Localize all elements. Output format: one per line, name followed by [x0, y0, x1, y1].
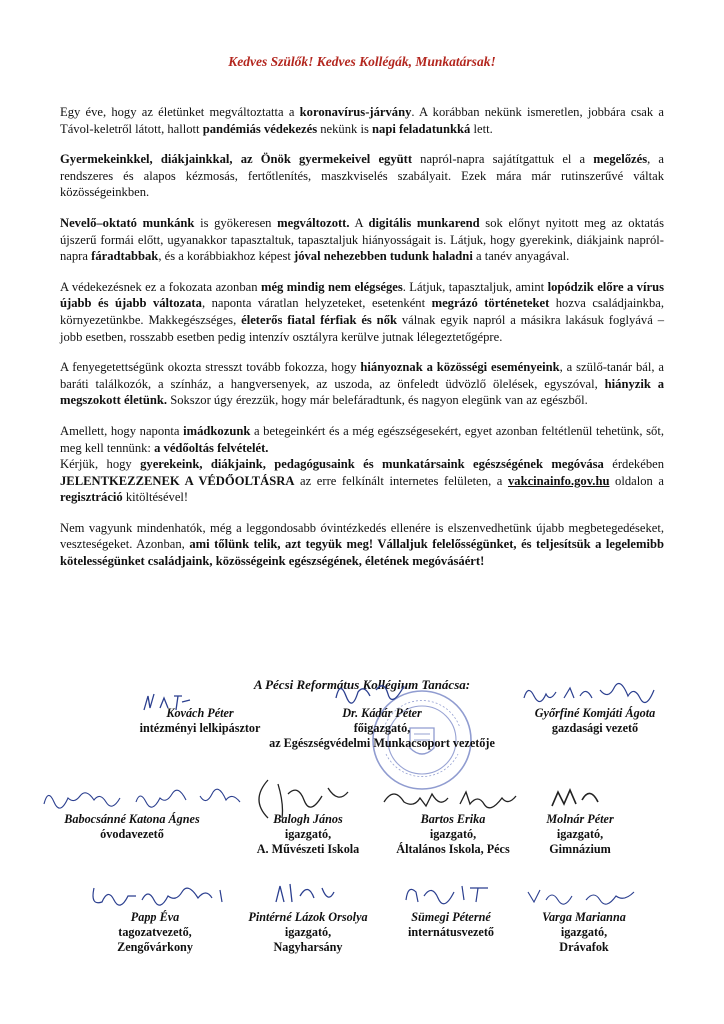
- signatory-role: Drávafok: [559, 940, 609, 954]
- signatory-name: Győrfiné Komjáti Ágota: [534, 706, 656, 720]
- emphasis-text: jóval nehezebben tudunk haladni: [294, 249, 473, 264]
- letter-paragraph: [60, 279, 664, 345]
- signatory-kadar: [222, 706, 542, 751]
- council-heading: A Pécsi Református Kollégium Tanácsa:: [253, 677, 471, 692]
- paragraph-text: Sokszor úgy érezzük, hogy már belefáradtunk, és nagyon elegünk van az egészből.: [167, 393, 588, 408]
- signatory-role: igazgató,: [284, 827, 332, 841]
- signature-sumegi: [400, 878, 500, 908]
- signatory-role: óvodavezető: [100, 827, 164, 841]
- signatory-pinterne: [228, 910, 388, 955]
- letter-paragraph: [60, 104, 664, 137]
- signatory-name: Molnár Péter: [546, 812, 614, 826]
- paragraph-text: A fenyegetettségünk okozta stresszt tovább fokozza, hogy: [60, 360, 361, 375]
- letter-body: [60, 104, 664, 584]
- emphasis-text: digitális munkarend: [368, 215, 480, 230]
- emphasis-text: megrázó történeteket: [431, 296, 550, 311]
- paragraph-text: válnak egyik napról a másikra lakásuk foglyává – jobb esetben, rosszabb esetben pedig intenzív osztályra kerülve jutnak lélegeztetőgépre.: [60, 312, 664, 344]
- paragraph-text: . Látjuk, tapasztaljuk, amint: [402, 279, 548, 294]
- emphasis-text: életerős fiatal férfiak és nők: [241, 312, 397, 327]
- signatory-role: Általános Iskola, Pécs: [396, 842, 510, 856]
- paragraph-text: érdekében: [603, 457, 665, 472]
- signature-gyorfine: [520, 680, 660, 708]
- signatory-name: Pintérné Lázok Orsolya: [248, 910, 368, 924]
- signature-bartos: [380, 784, 520, 814]
- signatory-name: Kovách Péter: [166, 706, 234, 720]
- paragraph-text: Egy éve, hogy az életünket megváltoztatta a: [60, 105, 300, 119]
- emphasis-text: napi feladatunkká: [372, 121, 471, 136]
- signatory-role: gazdasági vezető: [551, 721, 639, 735]
- paragraph-text: , a szülő-tanár bál, a baráti találkozók, a színház, a hangversenyek, az uszoda, az önfeledt üdvözlő ölelések, egyszóval,: [60, 360, 665, 391]
- letter-paragraph: [60, 151, 664, 201]
- paragraph-text: A: [349, 215, 369, 230]
- paragraph-text: a tanév anyagával.: [472, 249, 570, 264]
- paragraph-text: . A korábban nekünk ismeretlen, jobbára csak a Távol-keletről látott, hallott: [60, 105, 664, 136]
- emphasis-text: imádkozunk: [183, 423, 251, 438]
- emphasis-text: ami tőlünk telik, azt tegyük meg! Vállaljuk felelősségünket, és teljesítsük a legelemibb kötelességünket családjaink, közösségeink egészségének, életének megóvásáért!: [60, 537, 664, 569]
- signature-pinterne: [270, 878, 340, 908]
- emphasis-text: megváltozott.: [277, 215, 350, 230]
- signatory-sumegi: [388, 910, 514, 940]
- signatory-bartos: [378, 812, 528, 857]
- emphasis-text: Nevelő–oktató munkánk: [60, 215, 195, 230]
- emphasis-text: regisztráció: [60, 490, 123, 505]
- paragraph-text: lett.: [470, 121, 493, 136]
- letter-paragraph: [60, 215, 664, 265]
- emphasis-text: hiányoznak a közösségi eseményeink: [360, 360, 560, 375]
- signatory-role: igazgató,: [429, 827, 477, 841]
- letter-paragraph: [60, 456, 664, 506]
- paragraph-text: A védekezésnek ez a fokozata azonban: [60, 279, 261, 294]
- signatory-role: Gimnázium: [549, 842, 611, 856]
- emphasis-text: gyerekeink, diákjaink, pedagógusaink és munkatársaink egészségének megóvása: [140, 457, 604, 472]
- signatory-name: Balogh János: [273, 812, 343, 826]
- signatory-role: internátusvezető: [408, 925, 494, 939]
- signatory-babocsanne: [32, 812, 232, 842]
- emphasis-text: Gyermekeinkkel, diákjainkkal, az Önök gyermekeivel együtt: [60, 152, 413, 167]
- emphasis-text: hiányzik a megszokott életünk.: [60, 376, 665, 408]
- paragraph-text: Amellett, hogy naponta: [60, 423, 184, 438]
- signatory-role: intézményi lelkipásztor: [139, 721, 261, 735]
- greeting-heading: Kedves Szülők! Kedves Kollégák, Munkatársak!: [228, 54, 496, 69]
- paragraph-text: a betegeinkért és a még egészségesekért, egyet azonban feltétlenül tehetünk, sőt, meg kell tennünk:: [60, 423, 664, 455]
- paragraph-text: is gyökeresen: [194, 215, 278, 230]
- emphasis-text: megelőzés: [593, 152, 648, 167]
- paragraph-text: oldalon a: [609, 473, 664, 488]
- paragraph-text: , naponta váratlan helyzeteket, esetenként: [201, 296, 432, 311]
- letter-paragraph: [60, 359, 664, 409]
- emphasis-text: lopódzik előre a vírus újabb és újabb változata: [60, 279, 664, 311]
- signature-kadar: [330, 676, 410, 706]
- paragraph-text: napról-napra sajátítgattuk el a: [412, 152, 594, 167]
- signatory-role: Zengővárkony: [117, 940, 193, 954]
- signatory-name: Bartos Erika: [420, 812, 486, 826]
- signatory-name: Varga Marianna: [542, 910, 626, 924]
- signatory-balogh: [238, 812, 378, 857]
- paragraph-text: , a rendszeres és alapos kézmosás, fertőtlenítés, maszkviselés szabályait. Ezek mára már rutinszerűvé váltak közösségeinkben.: [60, 152, 664, 200]
- paragraph-text: hozva családjainkba, környezetünkbe. Makkegészséges,: [60, 296, 664, 327]
- signatory-name: Dr. Kádár Péter: [342, 706, 422, 720]
- signature-varga: [524, 884, 644, 906]
- signatory-molnar: [520, 812, 640, 857]
- paragraph-text: kitöltésével!: [122, 490, 189, 505]
- signatory-name: Sümegi Péterné: [411, 910, 491, 924]
- letter-paragraph: [60, 423, 664, 456]
- emphasis-text: pandémiás védekezés: [202, 121, 318, 136]
- signature-papp: [88, 880, 238, 910]
- paragraph-text: Kérjük, hogy: [60, 457, 141, 472]
- signatory-gyorfine: [505, 706, 685, 736]
- emphasis-text: JELENTKEZZENEK A VÉDŐOLTÁSRA: [60, 473, 295, 488]
- emphasis-text: fáradtabbak: [91, 249, 159, 264]
- paragraph-text: az erre felkínált internetes felületen, a: [294, 473, 508, 488]
- paragraph-text: , és a korábbiakhoz képest: [158, 249, 294, 264]
- letter-paragraph: [60, 520, 664, 570]
- paragraph-text: sok előnyt nyitott meg az oktatás újszerű formái előtt, ugyanakkor tapasztaltuk, tapasztaljuk hiányosságait is. Látjuk, hogy gyerekink, diákjaink napról-napra: [60, 215, 664, 264]
- emphasis-text: koronavírus-járvány: [299, 105, 412, 119]
- emphasis-text: a védőoltás felvételét.: [154, 440, 269, 455]
- signatory-role: igazgató,: [560, 925, 608, 939]
- signatory-role: Nagyharsány: [273, 940, 343, 954]
- paragraph-text: nekünk is: [317, 121, 373, 136]
- signatory-role: főigazgató,: [353, 721, 411, 735]
- signatory-varga: [514, 910, 654, 955]
- signatory-role: az Egészségvédelmi Munkacsoport vezetője: [269, 736, 495, 750]
- signatory-name: Babocsánné Katona Ágnes: [64, 812, 200, 826]
- signatory-papp: [80, 910, 230, 955]
- signatory-role: igazgató,: [556, 827, 604, 841]
- signatory-role: tagozatvezető,: [118, 925, 192, 939]
- signatory-role: A. Művészeti Iskola: [256, 842, 360, 856]
- signatory-role: igazgató,: [284, 925, 332, 939]
- emphasis-text: még mindig nem elégséges: [260, 279, 403, 294]
- paragraph-text: Nem vagyunk mindenhatók, még a leggondosabb óvintézkedés ellenére is elszenvedhetünk újabb megbetegedéseket, veszteségeket. Azonban,: [60, 520, 664, 552]
- signature-molnar: [548, 782, 608, 812]
- signature-babocsanne: [40, 784, 250, 812]
- signatory-name: Papp Éva: [130, 910, 180, 924]
- website-link[interactable]: vakcinainfo.gov.hu: [507, 473, 610, 488]
